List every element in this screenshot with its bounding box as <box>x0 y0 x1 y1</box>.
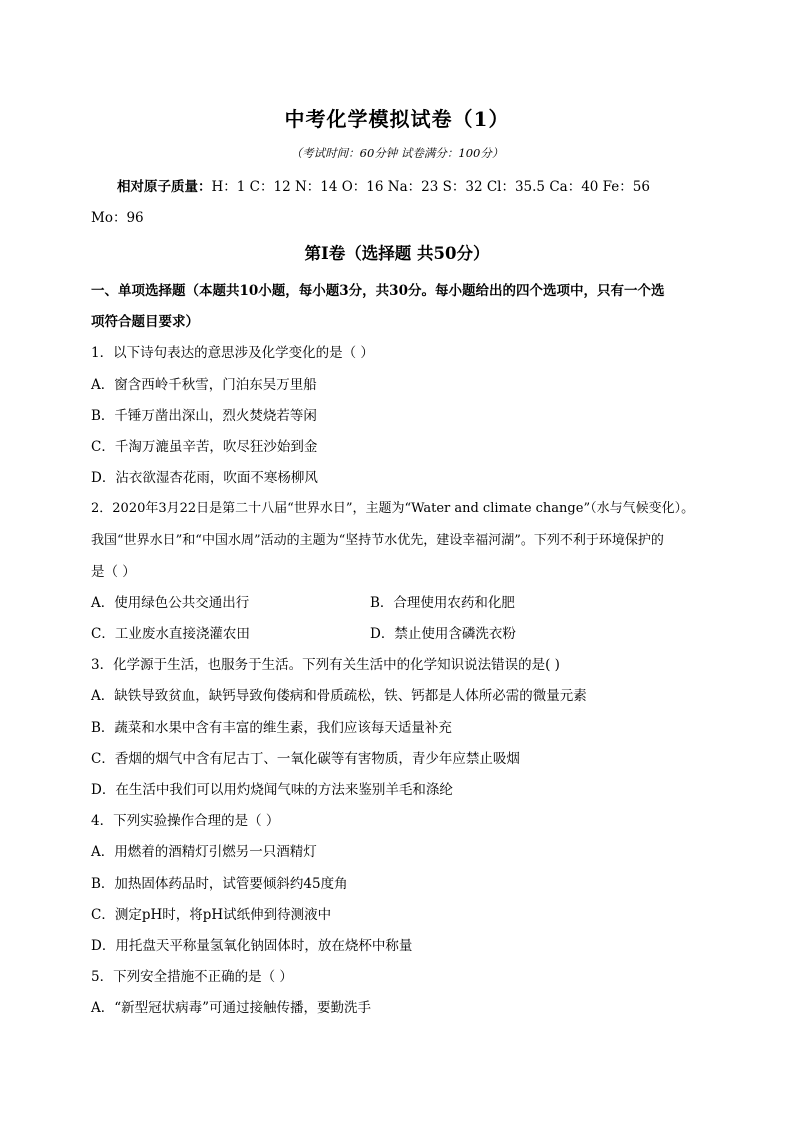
question-3-option-b: B．蔬菜和水果中含有丰富的维生素，我们应该每天适量补充 <box>91 720 452 736</box>
question-4-option-b: B．加热固体药品时，试管要倾斜约45度角 <box>91 876 348 892</box>
question-4-stem: 4．下列实验操作合理的是（ ） <box>91 813 280 829</box>
atomic-mass-line <box>117 175 650 195</box>
question-2-stem-cont: 我国“世界水日”和“中国水周”活动的主题为“坚持节水优先，建设幸福河湖”。下列不利于环境保护的 <box>91 533 664 548</box>
question-4-option-a: A．用燃着的酒精灯引燃另一只酒精灯 <box>91 844 317 860</box>
question-3-option-a: A．缺铁导致贫血，缺钙导致佝偻病和骨质疏松，铁、钙都是人体所必需的微量元素 <box>91 688 587 704</box>
question-3-stem: 3．化学源于生活，也服务于生活。下列有关生活中的化学知识说法错误的是( ) <box>91 657 560 673</box>
question-1-option-d: D．沾衣欲湿杏花雨，吹面不寒杨柳风 <box>91 470 318 486</box>
question-2-stem-end: 是（ ） <box>91 564 136 580</box>
section-instruction: 一、单项选择题（本题共10小题，每小题3分，共30分。每小题给出的四个选项中，只有一个选 <box>91 283 665 299</box>
question-2-option-d: D．禁止使用含磷洗衣粉 <box>370 626 516 642</box>
question-5-option-a: A．“新型冠状病毒”可通过接触传播，要勤洗手 <box>91 1000 372 1016</box>
section-title: 第Ⅰ卷（选择题 共50分） <box>304 244 490 263</box>
question-3-option-d: D．在生活中我们可以用灼烧闻气味的方法来鉴别羊毛和涤纶 <box>91 782 453 798</box>
question-2-option-a: A．使用绿色公共交通出行 <box>91 595 250 611</box>
question-4-option-d: D．用托盘天平称量氢氧化钠固体时，放在烧杯中称量 <box>91 938 413 954</box>
question-1-option-c: C．千淘万漉虽辛苦，吹尽狂沙始到金 <box>91 439 318 455</box>
question-2-option-b: B．合理使用农药和化肥 <box>370 595 515 611</box>
question-2-option-c: C．工业废水直接浇灌农田 <box>91 626 250 642</box>
question-1-stem: 1．以下诗句表达的意思涉及化学变化的是（ ） <box>91 345 374 361</box>
question-2-stem: 2．2020年3月22日是第二十八届“世界水日”，主题为“Water and climate change”（水与气候变化）。 <box>91 501 695 516</box>
atomic-mass-values: H：1 C：12 N：14 O：16 Na：23 S：32 Cl：35.5 Ca：40 Fe：56 <box>211 179 650 195</box>
question-4-option-c: C．测定pH时，将pH试纸伸到待测液中 <box>91 907 332 923</box>
question-5-stem: 5．下列安全措施不正确的是（ ） <box>91 969 293 985</box>
section-instruction-cont: 项符合题目要求） <box>91 314 199 330</box>
exam-info: （考试时间：60分钟 试卷满分：100分） <box>290 146 504 160</box>
page-title: 中考化学模拟试卷（1） <box>284 107 510 131</box>
question-1-option-b: B．千锤万凿出深山，烈火焚烧若等闲 <box>91 408 317 424</box>
question-3-option-c: C．香烟的烟气中含有尼古丁、一氧化碳等有害物质，青少年应禁止吸烟 <box>91 751 520 767</box>
question-1-option-a: A．窗含西岭千秋雪，门泊东吴万里船 <box>91 377 317 393</box>
atomic-mass-label: 相对原子质量： <box>117 179 212 195</box>
atomic-mass-line-2: Mo：96 <box>91 210 144 226</box>
